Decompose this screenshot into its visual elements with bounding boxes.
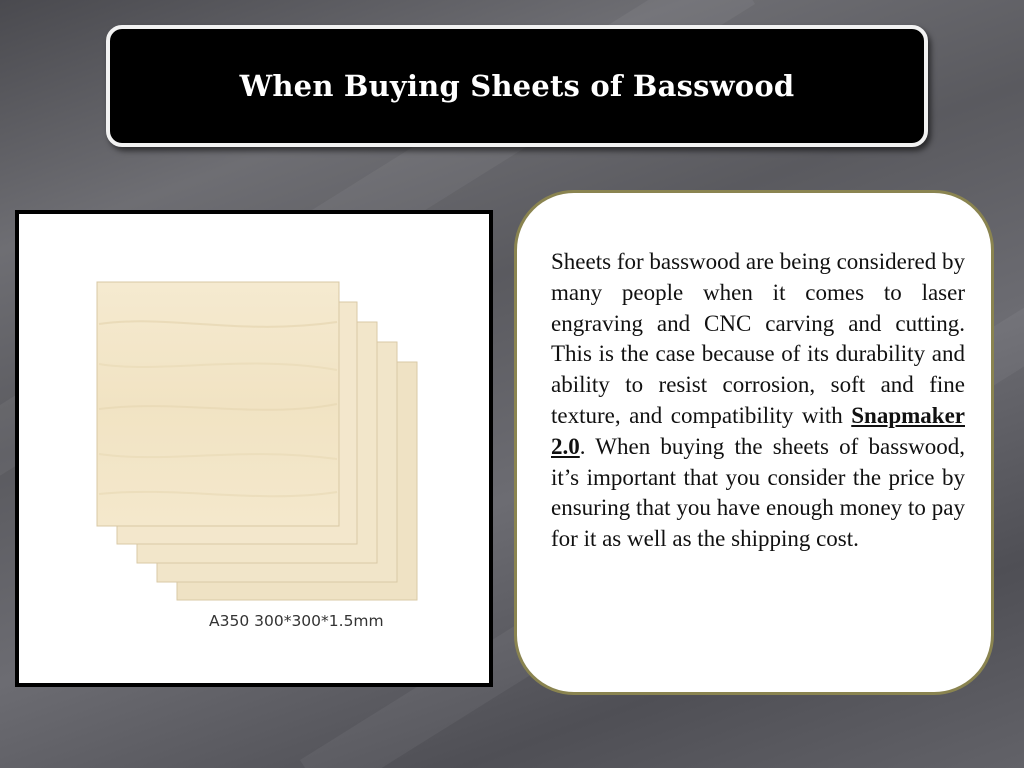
sheet-front: [97, 282, 339, 526]
image-caption: A350 300*300*1.5mm: [209, 612, 384, 630]
description-text-part-2: . When buying the sheets of basswood, it’s important that you consider the price by ensuring that you have enough money to pay for it as well as the shipping cost.: [551, 433, 965, 552]
description-text-part-1: Sheets for basswood are being considered by many people when it comes to laser engraving and CNC carving and cutting. This is the case because of its durability and ability to resist corrosion, soft and fine texture, and compatibility with: [551, 249, 965, 428]
slide-title: When Buying Sheets of Basswood: [239, 69, 795, 103]
snapmaker-link[interactable]: Snapmaker 2.0: [551, 402, 965, 459]
description-box: [514, 190, 994, 695]
title-banner: [106, 25, 928, 147]
product-image-frame: [15, 210, 493, 687]
description-text: [551, 247, 965, 555]
